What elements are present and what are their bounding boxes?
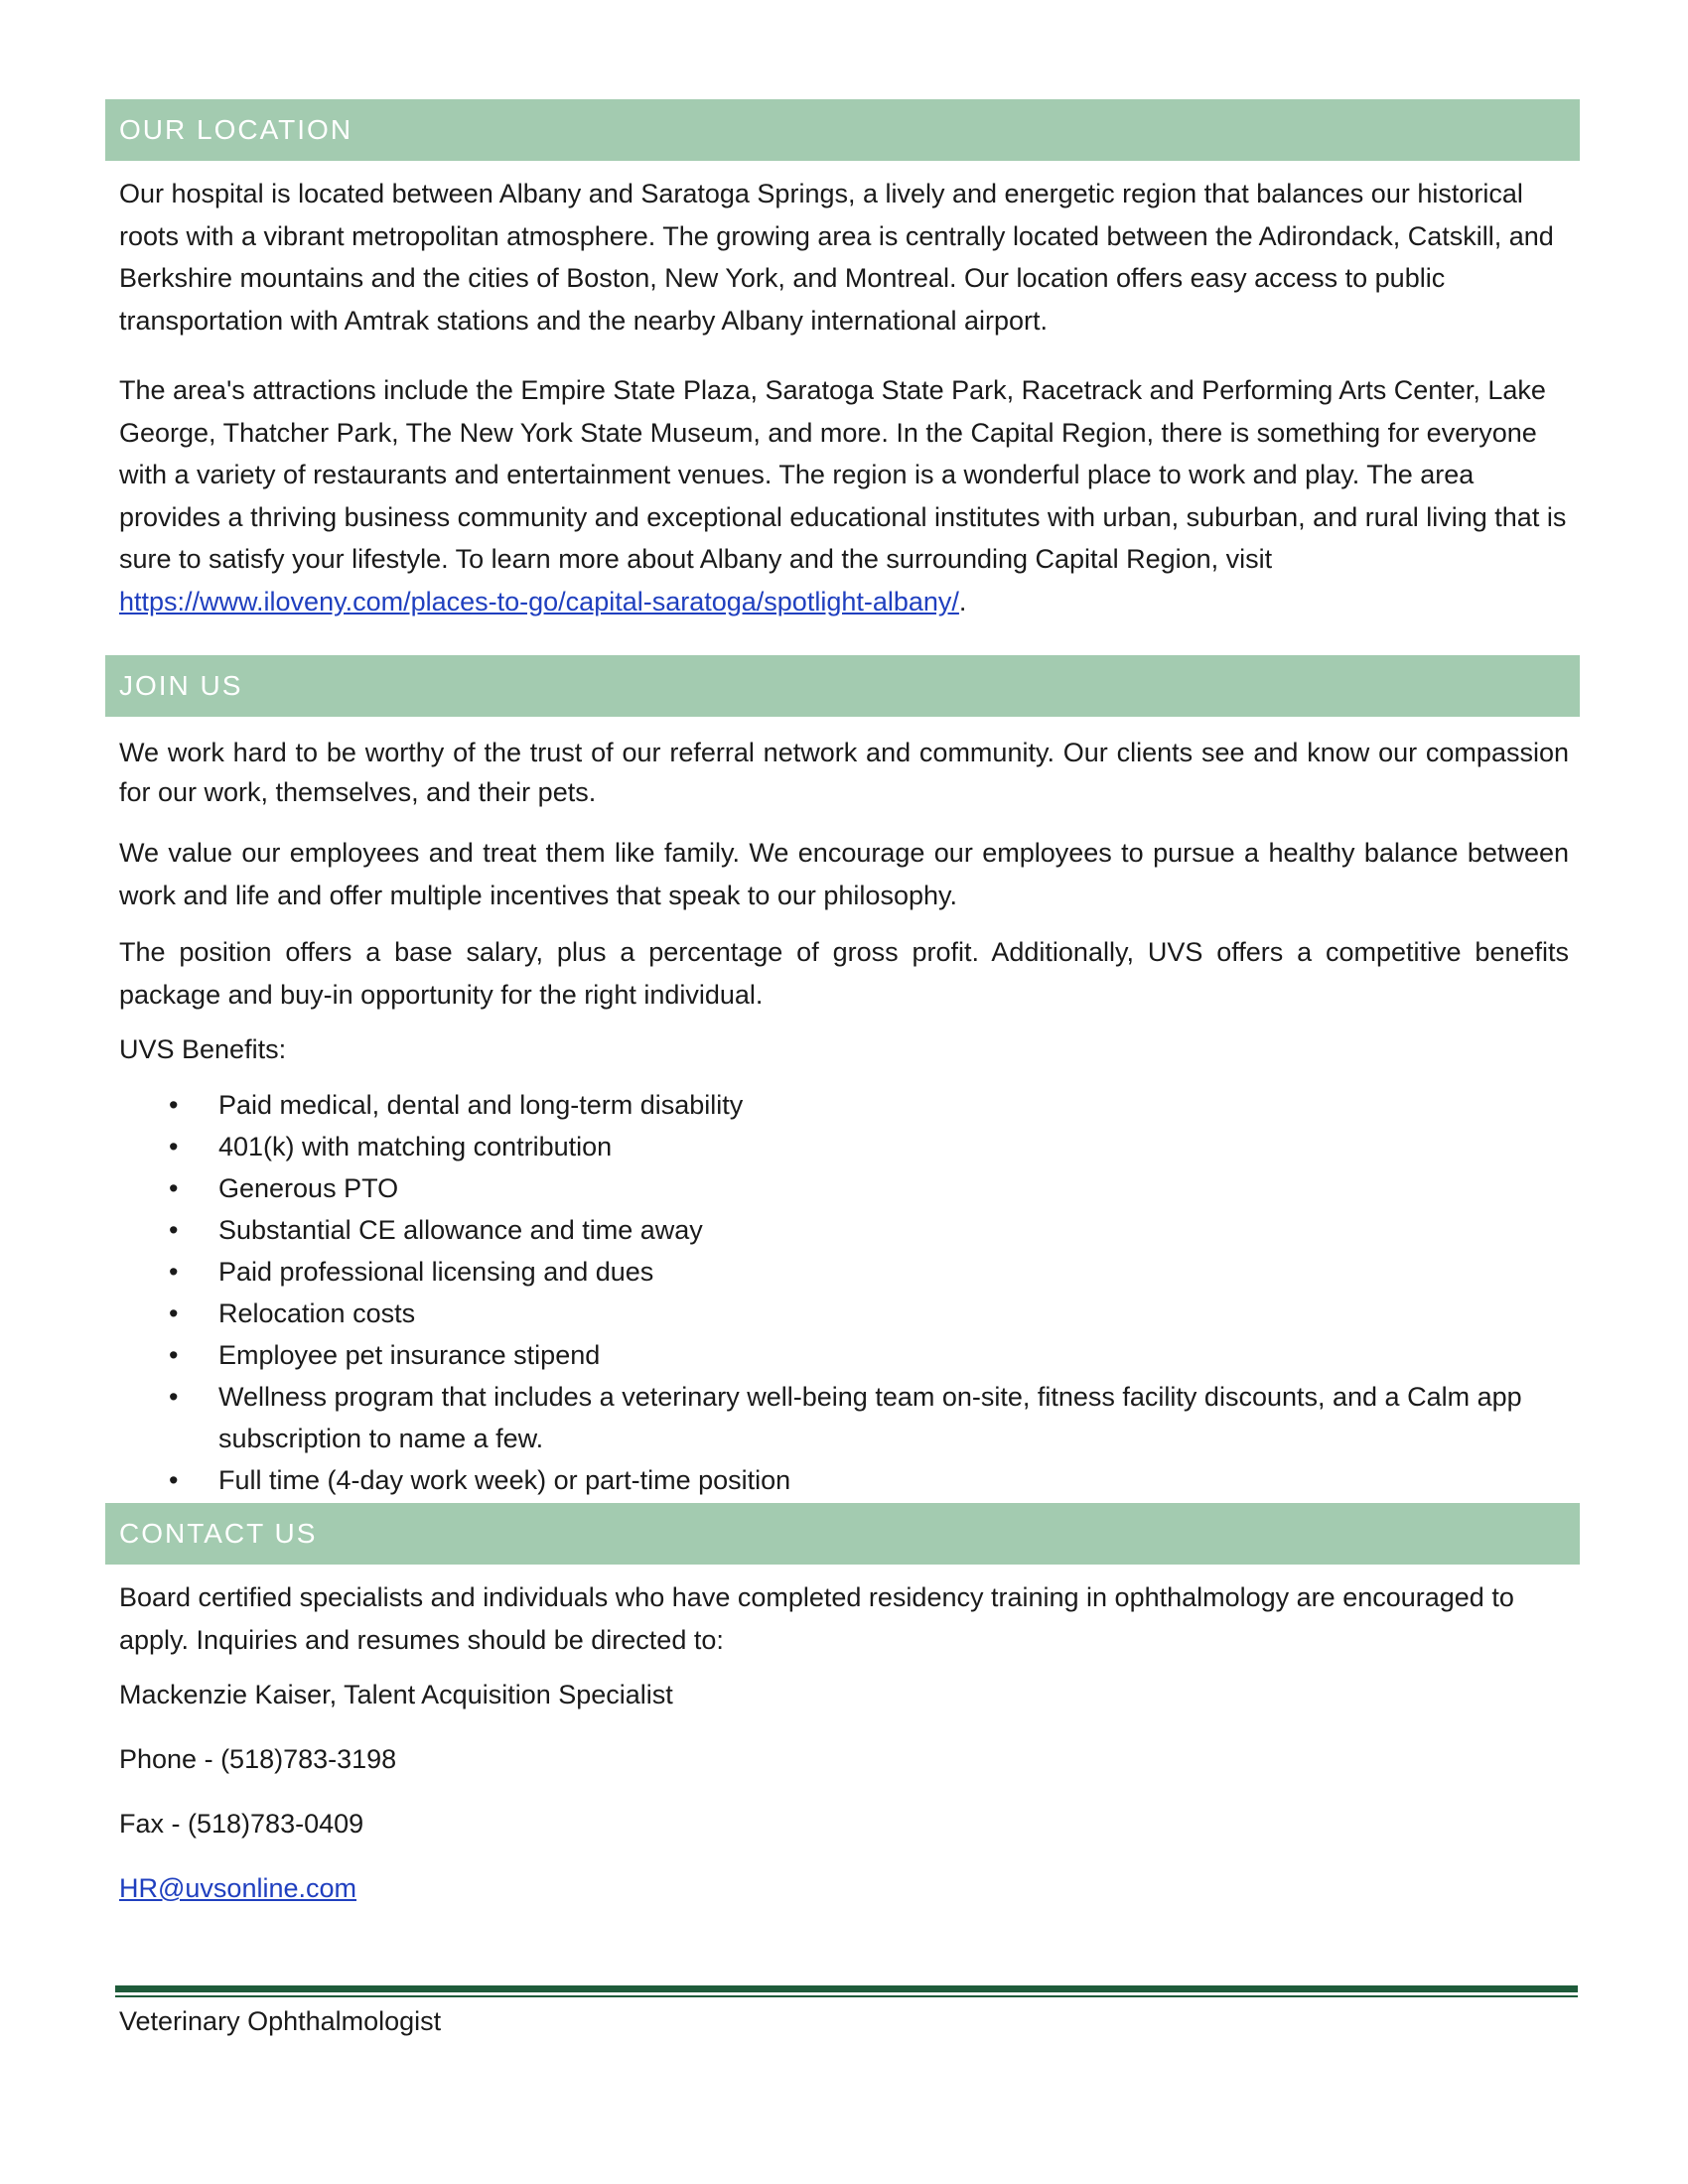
join-paragraph-3: The position offers a base salary, plus a percentage of gross profit. Additionally, UVS offers a competitive benefits package and buy-in opportunity for the right individual. [119, 937, 1569, 1010]
contact-heading: CONTACT US [119, 1518, 318, 1549]
benefits-label: UVS Benefits: [119, 1034, 287, 1064]
location-section-header [105, 99, 1580, 161]
contact-phone: Phone - (518)783-3198 [119, 1744, 397, 1774]
join-paragraph-2: We value our employees and treat them like family. We encourage our employees to pursue a healthy balance between work and life and offer multiple incentives that speak to our philosophy. [119, 838, 1569, 910]
bullet-icon: • [169, 1090, 179, 1120]
bullet-icon: • [169, 1382, 179, 1412]
list-item: • Substantial CE allowance and time away [119, 1209, 1569, 1251]
footer-title: Veterinary Ophthalmologist [119, 2006, 442, 2036]
list-item: • Generous PTO [119, 1167, 1569, 1209]
footer-divider-thin [115, 1995, 1578, 1997]
location-paragraph-1: Our hospital is located between Albany and Saratoga Springs, a lively and energetic region that balances our historical roots with a vibrant metropolitan atmosphere. The growing area is centrally located between the Adirondack, Catskill, and Berkshire mountains and the cities of Boston, New York, and Montreal. Our location offers easy access to public transportation with Amtrak stations and the nearby Albany international airport. [119, 179, 1554, 336]
contact-name: Mackenzie Kaiser, Talent Acquisition Specialist [119, 1680, 673, 1709]
contact-email-line [119, 1867, 1569, 1910]
list-item: • Relocation costs [119, 1293, 1569, 1334]
benefits-list [119, 1084, 1569, 1501]
bullet-icon: • [169, 1465, 179, 1495]
contact-fax: Fax - (518)783-0409 [119, 1809, 364, 1839]
location-paragraph-2 [119, 369, 1569, 622]
bullet-icon: • [169, 1132, 179, 1161]
list-item: • Employee pet insurance stipend [119, 1334, 1569, 1376]
contact-section-header [105, 1503, 1580, 1565]
list-item: • Wellness program that includes a veterinary well-being team on-site, fitness facility discounts, and a Calm app subscription to name a few. [119, 1376, 1569, 1459]
location-link-suffix: . [958, 586, 967, 616]
join-heading: JOIN US [119, 670, 243, 701]
bullet-icon: • [169, 1298, 179, 1328]
location-paragraph-2-text: The area's attractions include the Empire State Plaza, Saratoga State Park, Racetrack and Performing Arts Center, Lake George, Thatcher Park, The New York State Museum, and more. In the Capital Region, there is something for everyone with a variety of restaurants and entertainment venues. The region is a wonderful place to work and play. The area provides a thriving business community and exceptional educational institutes with urban, suburban, and rural living that is sure to satisfy your lifestyle. To learn more about Albany and the surrounding Capital Region, visit [119, 375, 1567, 574]
list-item: • 401(k) with matching contribution [119, 1126, 1569, 1167]
location-heading: OUR LOCATION [119, 114, 353, 145]
list-item: • Paid professional licensing and dues [119, 1251, 1569, 1293]
join-paragraph-1: We work hard to be worthy of the trust of our referral network and community. Our clients see and know our compassion for our work, themselves, and their pets. [119, 738, 1569, 807]
join-section-header [105, 655, 1580, 717]
contact-intro: Board certified specialists and individuals who have completed residency training in ophthalmology are encouraged to apply. Inquiries and resumes should be directed to: [119, 1582, 1514, 1655]
footer-divider [115, 1985, 1578, 1992]
bullet-icon: • [169, 1215, 179, 1245]
contact-email-link[interactable]: HR@uvsonline.com [119, 1873, 356, 1903]
list-item: • Paid medical, dental and long-term disability [119, 1084, 1569, 1126]
bullet-icon: • [169, 1257, 179, 1287]
bullet-icon: • [169, 1340, 179, 1370]
bullet-icon: • [169, 1173, 179, 1203]
capital-region-link[interactable]: https://www.iloveny.com/places-to-go/capital-saratoga/spotlight-albany/ [119, 586, 959, 616]
list-item: • Full time (4-day work week) or part-time position [119, 1459, 1569, 1501]
